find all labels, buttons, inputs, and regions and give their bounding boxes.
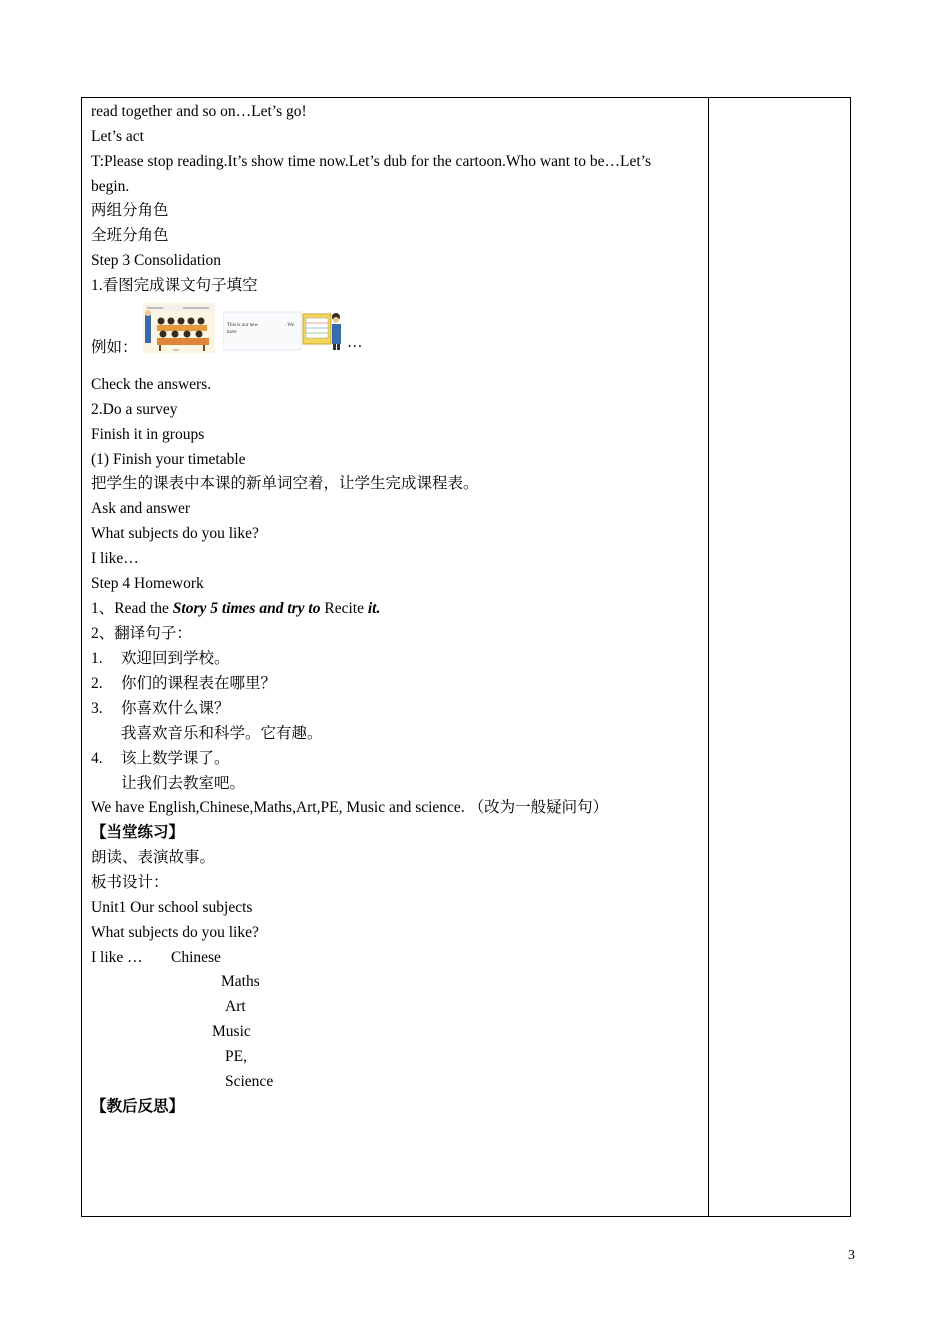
text-line: begin. — [91, 178, 130, 195]
subject-chinese: Chinese — [171, 949, 221, 966]
text-line: 两组分角色 — [91, 202, 169, 219]
subject-pe: PE, — [225, 1048, 247, 1065]
text-line: Unit1 Our school subjects — [91, 899, 253, 916]
list-number: 4. — [91, 750, 103, 767]
text-line: Ask and answer — [91, 500, 191, 517]
example-suffix: … — [347, 334, 363, 351]
text-line: 2.Do a survey — [91, 401, 178, 418]
text-line: Finish it in groups — [91, 426, 205, 443]
image-label-1: This is our new — [227, 323, 258, 328]
text-line: 1.看图完成课文句子填空 — [91, 277, 258, 294]
text-line: Check the answers. — [91, 376, 212, 393]
list-number: 2. — [91, 675, 103, 692]
list-number: 1. — [91, 650, 103, 667]
text-line: read together and so on…Let’s go! — [91, 103, 307, 120]
text-line: 2、翻译句子： — [91, 625, 192, 642]
list-text: 该上数学课了。 — [121, 750, 230, 767]
text-line: 把学生的课表中本课的新单词空着，让学生完成课程表。 — [91, 475, 479, 492]
list-number: 3. — [91, 700, 103, 717]
subject-music: Music — [212, 1023, 251, 1040]
list-item — [91, 746, 230, 771]
list-text: 欢迎回到学校。 — [121, 650, 230, 667]
text-line: 朗读、表演故事。 — [91, 849, 216, 866]
list-continuation: 让我们去教室吧。 — [121, 775, 246, 792]
step3-heading: Step 3 Consolidation — [91, 252, 222, 269]
section-heading-practice: 【当堂练习】 — [91, 824, 185, 841]
text-line: We have English,Chinese,Maths,Art,PE, Music and science. （改为一般疑问句） — [91, 799, 609, 816]
text-line: I like … — [91, 949, 143, 966]
list-text: 你们的课程表在哪里？ — [121, 675, 277, 692]
page-number: 3 — [848, 1248, 855, 1263]
column-divider — [708, 98, 709, 1216]
text-line: Let’s act — [91, 128, 144, 145]
subject-maths: Maths — [221, 973, 260, 990]
teacher-timetable-illustration — [223, 308, 343, 352]
subject-science: Science — [225, 1073, 274, 1090]
text-line: 全班分角色 — [91, 227, 169, 244]
lesson-table — [81, 97, 851, 1217]
text-line: I like… — [91, 550, 139, 567]
image-label-2: have — [227, 330, 237, 335]
text-line: What subjects do you like? — [91, 525, 259, 542]
text-line: (1) Finish your timetable — [91, 451, 246, 468]
subject-art: Art — [225, 998, 246, 1015]
text-run-bold-italic: Story 5 times and try to — [172, 600, 321, 617]
text-run-bold-italic: it. — [367, 600, 381, 617]
text-run: 1、Read the — [91, 600, 173, 617]
list-continuation: 我喜欢音乐和科学。它有趣。 — [121, 725, 323, 742]
list-text: 你喜欢什么课？ — [121, 700, 230, 717]
text-run: Recite — [320, 600, 368, 617]
text-line: 板书设计： — [91, 874, 169, 891]
list-item — [91, 646, 230, 671]
list-item — [91, 696, 230, 721]
classroom-illustration — [143, 303, 215, 353]
step4-heading: Step 4 Homework — [91, 575, 204, 592]
section-heading-reflection: 【教后反思】 — [91, 1098, 185, 1115]
text-line: T:Please stop reading.It’s show time now.Let’s dub for the cartoon.Who want to be…Let’s — [91, 153, 651, 170]
example-prefix: 例如： — [91, 339, 138, 356]
list-item — [91, 671, 276, 696]
image-label-3: . We — [285, 323, 294, 328]
text-line: What subjects do you like? — [91, 924, 259, 941]
homework-item-1 — [91, 596, 380, 621]
